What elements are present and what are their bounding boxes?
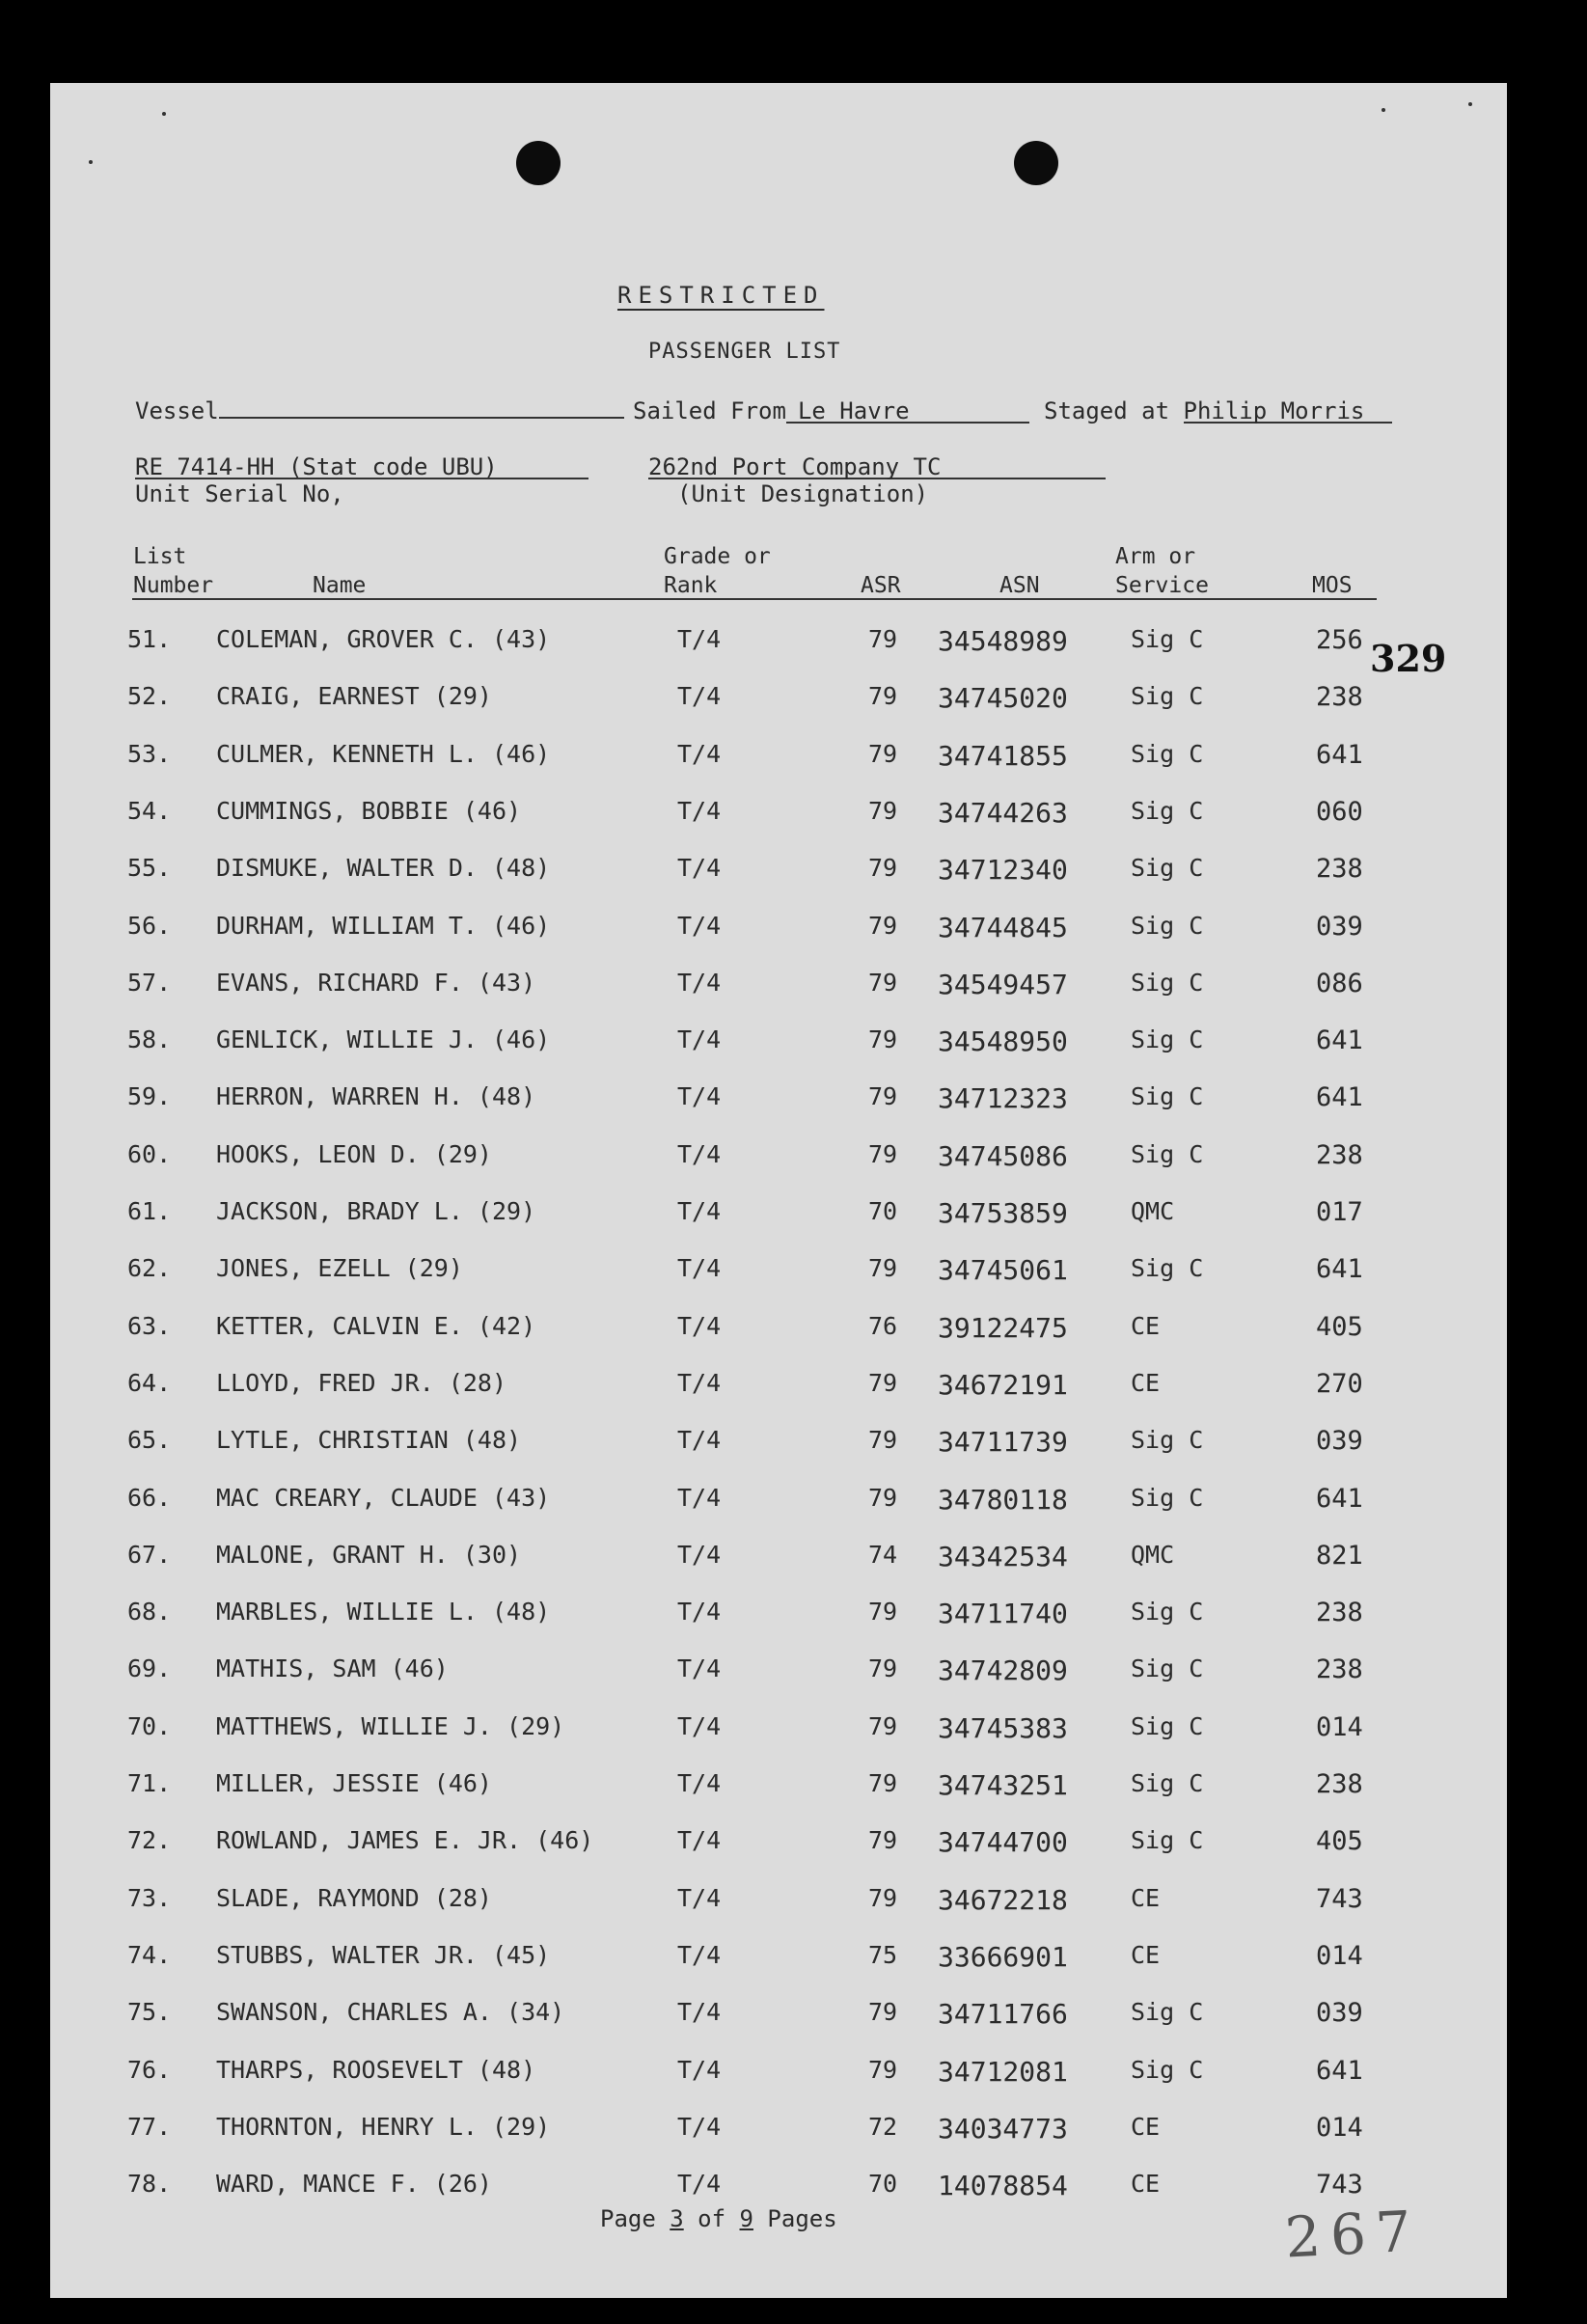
list-number-cell: 76. [127, 2056, 172, 2084]
arm-service-cell: Sig C [1131, 682, 1204, 710]
passenger-name-cell: HERRON, WARREN H. (48) [216, 1082, 536, 1110]
table-row [50, 2056, 1507, 2094]
grade-cell: T/4 [677, 682, 722, 710]
passenger-name-cell: LLOYD, FRED JR. (28) [216, 1369, 507, 1397]
list-number-cell: 70. [127, 1712, 172, 1740]
asn-cell: 34743251 [938, 1769, 1068, 1801]
mos-cell: 014 [1316, 1712, 1363, 1742]
col-header-list-number: List Number [133, 544, 214, 598]
asn-cell: 34741855 [938, 740, 1068, 772]
list-number-cell: 55. [127, 854, 172, 882]
table-row [50, 1941, 1507, 1980]
mos-cell: 641 [1316, 1025, 1363, 1055]
passenger-name-cell: HOOKS, LEON D. (29) [216, 1140, 492, 1168]
passenger-name-cell: ROWLAND, JAMES E. JR. (46) [216, 1826, 594, 1854]
mos-cell: 086 [1316, 969, 1363, 998]
col-header-asn: ASN [999, 573, 1040, 598]
asn-cell: 14078854 [938, 2170, 1068, 2201]
passenger-name-cell: CUMMINGS, BOBBIE (46) [216, 797, 522, 825]
sailed-from-label: Sailed From [633, 397, 786, 424]
mos-cell: 821 [1316, 1541, 1363, 1571]
grade-cell: T/4 [677, 2056, 722, 2084]
asr-cell: 76 [868, 1312, 898, 1340]
asn-cell: 34712340 [938, 854, 1068, 886]
list-number-cell: 71. [127, 1769, 172, 1797]
col-header-arm: Arm or Service [1115, 544, 1209, 598]
passenger-name-cell: JACKSON, BRADY L. (29) [216, 1197, 536, 1225]
grade-cell: T/4 [677, 1484, 722, 1512]
asn-cell: 34744700 [938, 1826, 1068, 1858]
table-row [50, 1140, 1507, 1179]
page-current: 3 [670, 2205, 684, 2232]
passenger-name-cell: THORNTON, HENRY L. (29) [216, 2113, 551, 2141]
document-sheet [50, 83, 1507, 2298]
list-number-cell: 69. [127, 1654, 172, 1682]
grade-cell: T/4 [677, 912, 722, 940]
asn-cell: 34745020 [938, 682, 1068, 714]
table-row [50, 1541, 1507, 1579]
arm-service-cell: Sig C [1131, 854, 1204, 882]
asn-cell: 34780118 [938, 1484, 1068, 1516]
grade-cell: T/4 [677, 1826, 722, 1854]
col-header-mos: MOS [1312, 573, 1353, 598]
table-row [50, 1312, 1507, 1351]
page-total: 9 [739, 2205, 753, 2232]
asn-cell: 34745061 [938, 1254, 1068, 1286]
arm-service-cell: QMC [1131, 1197, 1175, 1225]
grade-cell: T/4 [677, 1254, 722, 1282]
asn-cell: 34548989 [938, 625, 1068, 657]
asn-cell: 34711739 [938, 1426, 1068, 1458]
asn-cell: 34672218 [938, 1884, 1068, 1916]
mos-cell: 743 [1316, 1884, 1363, 1914]
arm-service-cell: Sig C [1131, 1426, 1204, 1454]
arm-service-cell: Sig C [1131, 1998, 1204, 2026]
mos-cell: 641 [1316, 1082, 1363, 1112]
grade-cell: T/4 [677, 1884, 722, 1912]
grade-cell: T/4 [677, 740, 722, 768]
asr-cell: 79 [868, 1484, 898, 1512]
page-label: Page [600, 2205, 656, 2232]
arm-service-cell: Sig C [1131, 740, 1204, 768]
mos-cell: 017 [1316, 1197, 1363, 1227]
mos-cell: 405 [1316, 1312, 1363, 1342]
asn-cell: 34744263 [938, 797, 1068, 829]
asn-cell: 34742809 [938, 1654, 1068, 1686]
table-row [50, 1197, 1507, 1236]
paper-speck [89, 160, 93, 164]
asr-cell: 79 [868, 1654, 898, 1682]
passenger-name-cell: MILLER, JESSIE (46) [216, 1769, 492, 1797]
mos-cell: 743 [1316, 2170, 1363, 2200]
asr-cell: 79 [868, 1826, 898, 1854]
table-row [50, 2170, 1507, 2208]
punch-hole-right [1014, 141, 1058, 185]
list-number-cell: 57. [127, 969, 172, 997]
grade-cell: T/4 [677, 1369, 722, 1397]
passenger-name-cell: EVANS, RICHARD F. (43) [216, 969, 536, 997]
passenger-name-cell: GENLICK, WILLIE J. (46) [216, 1025, 551, 1053]
table-row [50, 1998, 1507, 2037]
asr-cell: 72 [868, 2113, 898, 2141]
asr-cell: 79 [868, 1598, 898, 1626]
arm-service-cell: Sig C [1131, 1654, 1204, 1682]
of-label: of [698, 2205, 726, 2232]
list-number-cell: 51. [127, 625, 172, 653]
mos-cell: 641 [1316, 1254, 1363, 1284]
asn-cell: 34711740 [938, 1598, 1068, 1629]
asn-cell: 39122475 [938, 1312, 1068, 1344]
passenger-name-cell: CRAIG, EARNEST (29) [216, 682, 492, 710]
mos-cell: 405 [1316, 1826, 1363, 1856]
arm-service-cell: Sig C [1131, 1254, 1204, 1282]
grade-cell: T/4 [677, 1025, 722, 1053]
list-number-cell: 52. [127, 682, 172, 710]
arm-service-cell: CE [1131, 1369, 1161, 1397]
vessel-value [219, 417, 624, 419]
mos-cell: 641 [1316, 1484, 1363, 1514]
grade-cell: T/4 [677, 1654, 722, 1682]
mos-cell: 641 [1316, 2056, 1363, 2086]
list-number-cell: 63. [127, 1312, 172, 1340]
passenger-name-cell: JONES, EZELL (29) [216, 1254, 463, 1282]
list-number-cell: 66. [127, 1484, 172, 1512]
mos-cell: 238 [1316, 854, 1363, 884]
arm-service-cell: Sig C [1131, 1598, 1204, 1626]
list-number-cell: 68. [127, 1598, 172, 1626]
table-row [50, 1826, 1507, 1865]
asn-cell: 34745086 [938, 1140, 1068, 1172]
passenger-name-cell: DISMUKE, WALTER D. (48) [216, 854, 551, 882]
page-footer [600, 2205, 837, 2232]
grade-cell: T/4 [677, 1998, 722, 2026]
list-number-cell: 62. [127, 1254, 172, 1282]
table-row [50, 1082, 1507, 1121]
grade-cell: T/4 [677, 2170, 722, 2198]
table-row [50, 1598, 1507, 1636]
grade-cell: T/4 [677, 1082, 722, 1110]
passenger-name-cell: STUBBS, WALTER JR. (45) [216, 1941, 551, 1969]
unit-serial-value: RE 7414-HH (Stat code UBU) [135, 456, 588, 479]
list-number-cell: 75. [127, 1998, 172, 2026]
asn-cell: 34034773 [938, 2113, 1068, 2145]
asr-cell: 79 [868, 1884, 898, 1912]
asn-cell: 33666901 [938, 1941, 1068, 1973]
list-number-cell: 64. [127, 1369, 172, 1397]
mos-cell: 238 [1316, 1598, 1363, 1627]
mos-cell: 014 [1316, 2113, 1363, 2143]
table-row [50, 1884, 1507, 1923]
table-row [50, 1484, 1507, 1522]
table-row [50, 912, 1507, 950]
paper-speck [162, 112, 166, 116]
arm-service-cell: Sig C [1131, 1140, 1204, 1168]
asr-cell: 79 [868, 2056, 898, 2084]
col-header-name: Name [313, 573, 367, 598]
mos-cell: 641 [1316, 740, 1363, 770]
grade-cell: T/4 [677, 854, 722, 882]
arm-service-cell: Sig C [1131, 797, 1204, 825]
arm-service-cell: Sig C [1131, 1712, 1204, 1740]
mos-cell: 238 [1316, 682, 1363, 712]
list-number-cell: 60. [127, 1140, 172, 1168]
asr-cell: 75 [868, 1941, 898, 1969]
mos-cell: 238 [1316, 1140, 1363, 1170]
asr-cell: 79 [868, 797, 898, 825]
staged-at-label: Staged at [1044, 397, 1170, 424]
asn-cell: 34712081 [938, 2056, 1068, 2088]
asn-cell: 34711766 [938, 1998, 1068, 2030]
paper-speck [1382, 108, 1385, 112]
grade-cell: T/4 [677, 1140, 722, 1168]
asn-cell: 34342534 [938, 1541, 1068, 1572]
list-number-cell: 58. [127, 1025, 172, 1053]
passenger-list-title: PASSENGER LIST [648, 340, 841, 364]
mos-cell: 238 [1316, 1769, 1363, 1799]
col-header-asr: ASR [861, 573, 901, 598]
passenger-name-cell: MARBLES, WILLIE L. (48) [216, 1598, 551, 1626]
passenger-name-cell: SLADE, RAYMOND (28) [216, 1884, 492, 1912]
list-number-cell: 65. [127, 1426, 172, 1454]
arm-service-cell: Sig C [1131, 969, 1204, 997]
arm-service-cell: Sig C [1131, 1025, 1204, 1053]
list-number-cell: 73. [127, 1884, 172, 1912]
asn-cell: 34753859 [938, 1197, 1068, 1229]
asr-cell: 70 [868, 2170, 898, 2198]
asr-cell: 79 [868, 1426, 898, 1454]
stamped-number: 329 [1370, 637, 1447, 680]
arm-service-cell: CE [1131, 1941, 1161, 1969]
asr-cell: 79 [868, 1254, 898, 1282]
punch-hole-left [516, 141, 561, 185]
table-row [50, 854, 1507, 892]
passenger-name-cell: DURHAM, WILLIAM T. (46) [216, 912, 551, 940]
table-row [50, 969, 1507, 1007]
header-rule [132, 598, 1377, 600]
pages-label: Pages [767, 2205, 837, 2232]
passenger-name-cell: SWANSON, CHARLES A. (34) [216, 1998, 565, 2026]
vessel-line [135, 397, 624, 424]
mos-cell: 270 [1316, 1369, 1363, 1399]
asr-cell: 79 [868, 1140, 898, 1168]
arm-service-cell: Sig C [1131, 1082, 1204, 1110]
asr-cell: 79 [868, 912, 898, 940]
arm-service-cell: CE [1131, 2170, 1161, 2198]
mos-cell: 256 [1316, 625, 1363, 655]
table-row [50, 797, 1507, 835]
asr-cell: 79 [868, 854, 898, 882]
list-number-cell: 78. [127, 2170, 172, 2198]
asr-cell: 79 [868, 1998, 898, 2026]
grade-cell: T/4 [677, 1426, 722, 1454]
list-number-cell: 72. [127, 1826, 172, 1854]
grade-cell: T/4 [677, 1598, 722, 1626]
arm-service-cell: QMC [1131, 1541, 1175, 1569]
asn-cell: 34672191 [938, 1369, 1068, 1401]
asr-cell: 79 [868, 1082, 898, 1110]
mos-cell: 014 [1316, 1941, 1363, 1971]
asr-cell: 74 [868, 1541, 898, 1569]
grade-cell: T/4 [677, 625, 722, 653]
sailed-from-line [633, 397, 1029, 424]
unit-designation-label: (Unit Designation) [677, 480, 929, 507]
unit-serial-label: Unit Serial No, [135, 480, 344, 507]
staged-at-value: Philip Morris [1184, 400, 1392, 424]
grade-cell: T/4 [677, 797, 722, 825]
asn-cell: 34548950 [938, 1025, 1068, 1057]
list-number-cell: 56. [127, 912, 172, 940]
table-row [50, 1654, 1507, 1693]
mos-cell: 238 [1316, 1654, 1363, 1684]
mos-cell: 039 [1316, 1998, 1363, 2028]
grade-cell: T/4 [677, 969, 722, 997]
grade-cell: T/4 [677, 1941, 722, 1969]
passenger-name-cell: THARPS, ROOSEVELT (48) [216, 2056, 536, 2084]
arm-service-cell: Sig C [1131, 625, 1204, 653]
list-number-cell: 61. [127, 1197, 172, 1225]
table-row [50, 625, 1507, 664]
mos-cell: 060 [1316, 797, 1363, 827]
asr-cell: 70 [868, 1197, 898, 1225]
table-row [50, 1254, 1507, 1293]
list-number-cell: 74. [127, 1941, 172, 1969]
unit-designation-block [648, 453, 1106, 507]
asr-cell: 79 [868, 969, 898, 997]
arm-service-cell: Sig C [1131, 1484, 1204, 1512]
arm-service-cell: Sig C [1131, 1826, 1204, 1854]
asr-cell: 79 [868, 1769, 898, 1797]
handwritten-number: 267 [1283, 2198, 1423, 2271]
arm-service-cell: CE [1131, 2113, 1161, 2141]
grade-cell: T/4 [677, 1312, 722, 1340]
unit-serial-block [135, 453, 588, 507]
asr-cell: 79 [868, 1712, 898, 1740]
staged-at-line [1044, 397, 1392, 424]
arm-service-cell: Sig C [1131, 912, 1204, 940]
asn-cell: 34744845 [938, 912, 1068, 943]
passenger-name-cell: LYTLE, CHRISTIAN (48) [216, 1426, 522, 1454]
table-row [50, 1769, 1507, 1808]
table-row [50, 1025, 1507, 1064]
asn-cell: 34549457 [938, 969, 1068, 1000]
mos-cell: 039 [1316, 1426, 1363, 1456]
asr-cell: 79 [868, 740, 898, 768]
passenger-name-cell: KETTER, CALVIN E. (42) [216, 1312, 536, 1340]
list-number-cell: 67. [127, 1541, 172, 1569]
asr-cell: 79 [868, 1025, 898, 1053]
paper-speck [1468, 102, 1472, 106]
arm-service-cell: CE [1131, 1884, 1161, 1912]
passenger-name-cell: MALONE, GRANT H. (30) [216, 1541, 522, 1569]
arm-service-cell: Sig C [1131, 1769, 1204, 1797]
table-row [50, 1369, 1507, 1408]
table-row [50, 1426, 1507, 1464]
asn-cell: 34712323 [938, 1082, 1068, 1114]
grade-cell: T/4 [677, 1541, 722, 1569]
vessel-label: Vessel [135, 397, 219, 424]
passenger-name-cell: CULMER, KENNETH L. (46) [216, 740, 551, 768]
asn-cell: 34745383 [938, 1712, 1068, 1744]
list-number-cell: 77. [127, 2113, 172, 2141]
table-row [50, 682, 1507, 721]
passenger-name-cell: COLEMAN, GROVER C. (43) [216, 625, 551, 653]
list-number-cell: 54. [127, 797, 172, 825]
grade-cell: T/4 [677, 1769, 722, 1797]
list-number-cell: 59. [127, 1082, 172, 1110]
passenger-name-cell: MAC CREARY, CLAUDE (43) [216, 1484, 551, 1512]
table-row [50, 2113, 1507, 2151]
sailed-from-value: Le Havre [786, 400, 1029, 424]
asr-cell: 79 [868, 625, 898, 653]
grade-cell: T/4 [677, 1197, 722, 1225]
list-number-cell: 53. [127, 740, 172, 768]
unit-designation-value: 262nd Port Company TC [648, 456, 1106, 479]
grade-cell: T/4 [677, 1712, 722, 1740]
mos-cell: 039 [1316, 912, 1363, 942]
table-row [50, 740, 1507, 779]
grade-cell: T/4 [677, 2113, 722, 2141]
arm-service-cell: Sig C [1131, 2056, 1204, 2084]
asr-cell: 79 [868, 1369, 898, 1397]
table-row [50, 1712, 1507, 1751]
restricted-title: RESTRICTED [617, 282, 825, 309]
passenger-name-cell: MATHIS, SAM (46) [216, 1654, 449, 1682]
arm-service-cell: CE [1131, 1312, 1161, 1340]
passenger-name-cell: WARD, MANCE F. (26) [216, 2170, 492, 2198]
asr-cell: 79 [868, 682, 898, 710]
passenger-name-cell: MATTHEWS, WILLIE J. (29) [216, 1712, 565, 1740]
col-header-grade: Grade or Rank [664, 544, 771, 598]
